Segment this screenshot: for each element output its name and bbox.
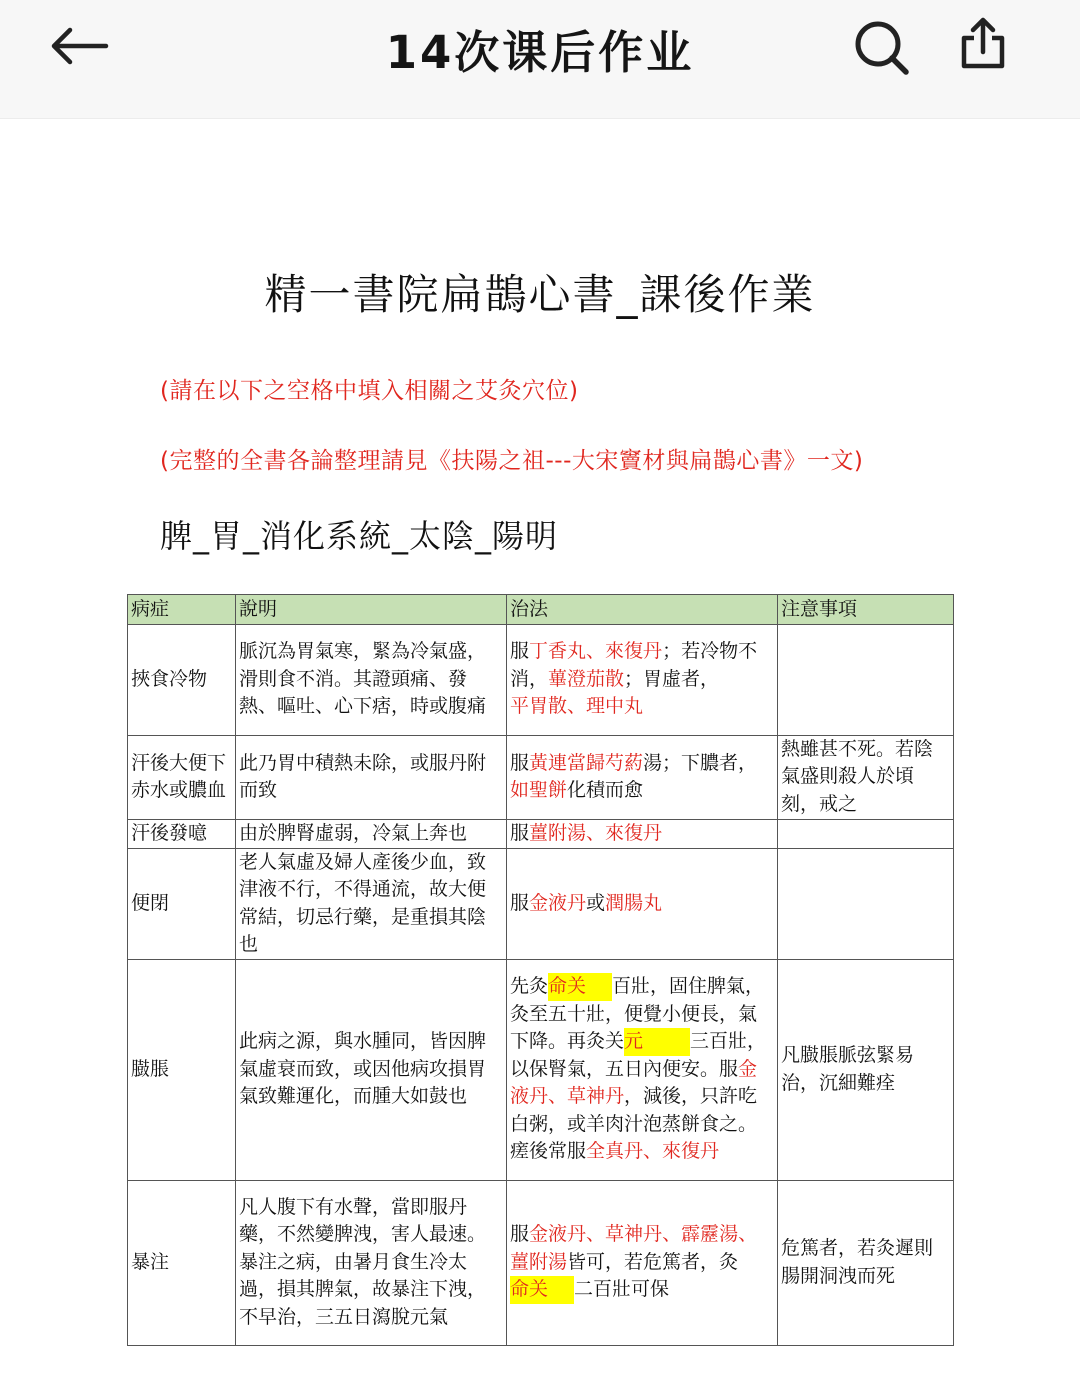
herb-name: 金液丹 bbox=[529, 1223, 587, 1246]
treatment-text: 服 bbox=[510, 1223, 530, 1246]
column-header-disease: 病症 bbox=[128, 595, 236, 625]
table-row bbox=[128, 624, 954, 735]
treatment-text: 皆可，若危篤者，灸 bbox=[567, 1250, 739, 1273]
treatment-separator: 、 bbox=[586, 1223, 606, 1246]
herb-name: 平胃散 bbox=[510, 695, 568, 718]
table-row bbox=[128, 735, 954, 819]
description-cell: 此病之源，與水腫同，皆因脾氣虛衰而致，或因他病攻損胃氣致難運化，而腫大如鼓也 bbox=[236, 959, 507, 1180]
herb-name: 金液丹 bbox=[510, 1057, 758, 1108]
disease-cell: 挾食冷物 bbox=[128, 624, 236, 735]
herb-name: 丁香丸 bbox=[529, 640, 587, 663]
search-button[interactable] bbox=[852, 18, 912, 78]
treatment-text: ；若冷物不消， bbox=[510, 640, 758, 690]
notes-cell: 凡臌脹脈弦緊易治，沉細難痊 bbox=[778, 959, 954, 1180]
notes-cell bbox=[778, 848, 954, 959]
herb-name: 來復丹 bbox=[662, 1140, 720, 1163]
notes-cell bbox=[778, 819, 954, 848]
herb-name: 理中丸 bbox=[586, 695, 644, 718]
treatment-cell bbox=[507, 624, 778, 735]
search-icon bbox=[852, 18, 912, 78]
treatment-text: 先灸 bbox=[510, 975, 549, 998]
treatment-text: 百壯，固住脾氣，灸至五十壯，便覺小便長，氣下降。再灸关 bbox=[510, 975, 765, 1053]
description-cell: 由於脾腎虛弱，冷氣上奔也 bbox=[236, 819, 507, 848]
herb-name: 全真丹 bbox=[586, 1140, 644, 1163]
treatment-separator: 、 bbox=[548, 1085, 568, 1108]
disease-cell: 臌脹 bbox=[128, 959, 236, 1180]
table-header-row bbox=[128, 595, 954, 625]
table-row bbox=[128, 959, 954, 1180]
treatment-text: 服 bbox=[510, 640, 530, 663]
treatment-text: 湯；下膿者， bbox=[643, 751, 758, 774]
notes-cell: 危篤者，若灸遲則腸開洞洩而死 bbox=[778, 1180, 954, 1345]
treatment-separator: 、 bbox=[586, 821, 606, 844]
herb-name: 如聖餅 bbox=[510, 779, 568, 801]
herb-name: 來復丹 bbox=[605, 821, 663, 844]
herb-name: 薑附湯 bbox=[529, 821, 587, 844]
instruction-note: (請在以下之空格中填入相關之艾灸穴位) bbox=[160, 378, 579, 404]
top-navigation-bar bbox=[0, 0, 1080, 119]
treatment-separator: 、 bbox=[643, 1140, 663, 1163]
description-cell: 凡人腹下有水聲，當即服丹藥，不然變脾洩，害人最速。暴注之病，由暑月食生冷太過，損其脾氣，故暴注下洩，不早治，三五日瀉脫元氣 bbox=[236, 1180, 507, 1345]
disease-cell: 暴注 bbox=[128, 1180, 236, 1345]
herb-name: 霹靂湯 bbox=[681, 1223, 739, 1246]
treatment-cell bbox=[507, 1180, 778, 1345]
table-row bbox=[128, 1180, 954, 1345]
herb-name: 來復丹 bbox=[605, 640, 663, 663]
table-row bbox=[128, 848, 954, 959]
disease-cell: 便閉 bbox=[128, 848, 236, 959]
treatment-text: 服 bbox=[510, 891, 530, 914]
column-header-notes: 注意事項 bbox=[778, 595, 954, 625]
column-header-description: 說明 bbox=[236, 595, 507, 625]
treatment-separator: 、 bbox=[567, 695, 587, 718]
document-title: 精一書院扁鵲心書_課後作業 bbox=[264, 270, 816, 319]
treatment-separator: 、 bbox=[586, 640, 606, 663]
treatment-text: ，減後，只許吃白粥，或羊肉汁泡蒸餅食之。瘥後常服 bbox=[510, 1085, 758, 1163]
herb-name: 草神丹 bbox=[567, 1085, 625, 1108]
disease-cell: 汗後發噫 bbox=[128, 819, 236, 848]
treatment-text: ；胃虛者， bbox=[624, 667, 720, 690]
herb-name: 薑附湯 bbox=[510, 1250, 568, 1273]
treatment-separator: 、 bbox=[738, 1223, 758, 1246]
treatment-separator: 、 bbox=[662, 1223, 682, 1246]
description-cell: 脈沉為胃氣寒，緊為冷氣盛，滑則食不消。其證頭痛、發熱、嘔吐、心下痞，時或腹痛 bbox=[236, 624, 507, 735]
description-cell: 老人氣虛及婦人產後少血，致津液不行，不得通流，故大便常結，切忌行藥，是重損其陰也 bbox=[236, 848, 507, 959]
herb-name: 黃連當歸芍葯 bbox=[529, 751, 644, 774]
notes-cell: 熱雖甚不死。若陰氣盛則殺人於頃刻，戒之 bbox=[778, 735, 954, 819]
acupoint-highlight: 命关 bbox=[548, 973, 612, 1001]
treatment-cell bbox=[507, 848, 778, 959]
treatment-text: 化積而愈 bbox=[567, 779, 644, 801]
homework-table bbox=[127, 594, 954, 1346]
herb-name: 潤腸丸 bbox=[605, 891, 663, 914]
table-row bbox=[128, 819, 954, 848]
treatment-text: 服 bbox=[510, 821, 530, 844]
reference-note: (完整的全書各論整理請見《扶陽之祖---大宋竇材與扁鵲心書》一文) bbox=[160, 448, 864, 474]
treatment-text: 服 bbox=[510, 751, 530, 774]
page-title: 14次课后作业 bbox=[385, 26, 695, 79]
share-button[interactable] bbox=[954, 14, 1012, 74]
notes-cell bbox=[778, 624, 954, 735]
treatment-text: 二百壯可保 bbox=[574, 1278, 670, 1301]
treatment-text: 或 bbox=[586, 891, 606, 914]
herb-name: 草神丹 bbox=[605, 1223, 663, 1246]
treatment-text: 三百壯，以保腎氣，五日內便安。服 bbox=[510, 1030, 767, 1080]
herb-name: 蓽澄茄散 bbox=[548, 667, 625, 690]
share-icon bbox=[954, 14, 1012, 74]
acupoint-highlight: 命关 bbox=[510, 1276, 574, 1304]
disease-cell: 汗後大便下赤水或膿血 bbox=[128, 735, 236, 819]
section-title: 脾_胃_消化系統_太陰_陽明 bbox=[160, 517, 559, 555]
treatment-cell bbox=[507, 819, 778, 848]
treatment-cell bbox=[507, 959, 778, 1180]
acupoint-highlight: 元 bbox=[624, 1028, 690, 1056]
herb-name: 金液丹 bbox=[529, 891, 587, 914]
column-header-treatment: 治法 bbox=[507, 595, 778, 625]
treatment-cell bbox=[507, 735, 778, 819]
description-cell: 此乃胃中積熱未除，或服丹附而致 bbox=[236, 735, 507, 819]
